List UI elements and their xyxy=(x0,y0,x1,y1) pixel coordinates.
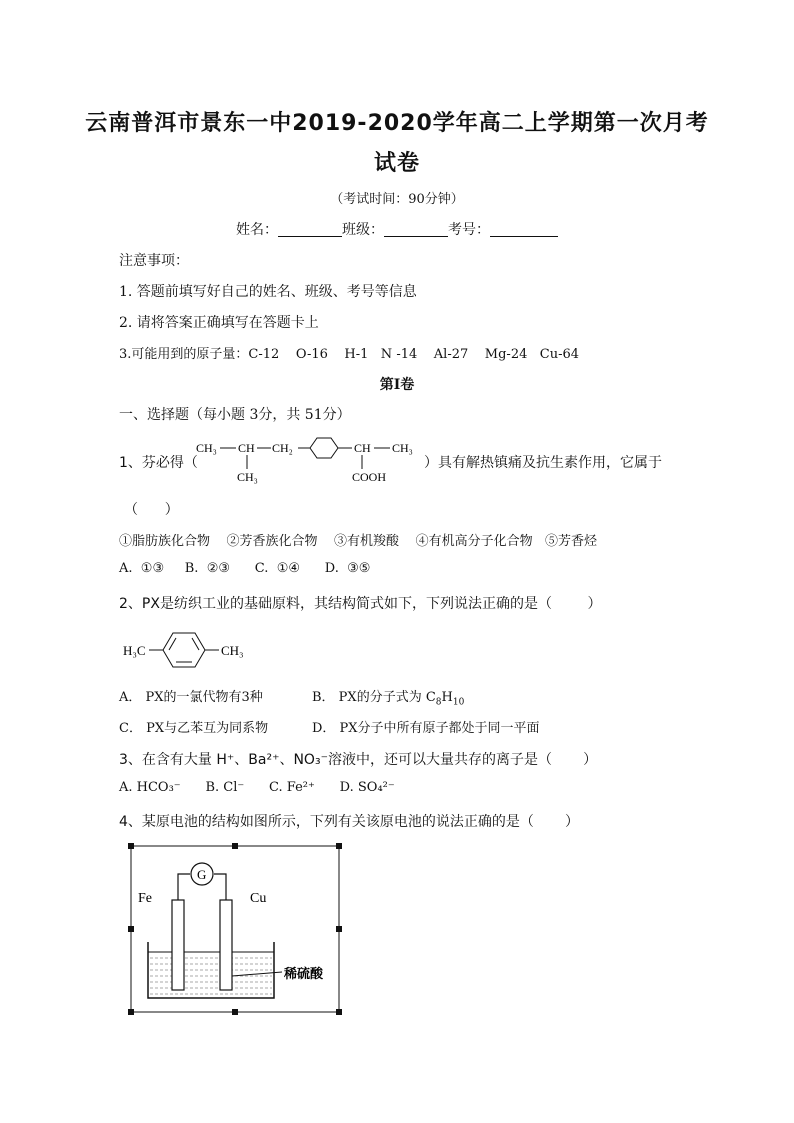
dilute-sulfuric-acid-liquid xyxy=(148,952,274,994)
class-label: 班级： xyxy=(342,222,384,238)
q2-option-b-text: B． PX的分子式为 C xyxy=(312,690,436,705)
q1-suffix: ）具有解热镇痛及抗生素作用，它属于 xyxy=(424,455,662,471)
name-label: 姓名： xyxy=(236,222,278,238)
ch3-group: CH₃ xyxy=(221,643,244,658)
q2-option-a: A． PX的一氯代物有3种 xyxy=(119,690,263,705)
q2-stem: 2、PX是纺织工业的基础原料，其结构简式如下，下列说法正确的是（ ） xyxy=(119,596,602,612)
wire-right xyxy=(214,874,226,900)
cu-electrode xyxy=(220,900,232,990)
solution-label: 稀硫酸 xyxy=(284,967,324,982)
ch2-group: CH₂ xyxy=(272,441,293,455)
benzene-ring-1 xyxy=(310,438,338,458)
ch3-right: CH₃ xyxy=(392,441,413,455)
notes-heading: 注意事项： xyxy=(119,253,189,269)
q1-options: A. ①③ B. ②③ C. ①④ D. ③⑤ xyxy=(119,561,371,576)
number-blank[interactable] xyxy=(490,222,558,237)
ch-right: CH xyxy=(354,441,371,455)
q2-option-b-sub2: 10 xyxy=(452,697,465,708)
q2-option-d: D． PX分子中所有原子都处于同一平面 xyxy=(312,721,540,736)
galvanometer-label: G xyxy=(197,867,207,882)
q2-option-b-h: H xyxy=(441,690,453,705)
q2-option-b-sub1: 8 xyxy=(435,697,442,708)
note-item-3: 3.可能用到的原子量：C-12 O-16 H-1 N -14 Al-27 Mg-24 Cu-64 xyxy=(119,347,580,362)
q2-option-c: C． PX与乙苯互为同系物 xyxy=(119,721,269,736)
wire-left xyxy=(178,874,190,900)
q1-categories: ①脂肪族化合物 ②芳香族化合物 ③有机羧酸 ④有机高分子化合物 ⑤芳香烃 xyxy=(119,534,597,549)
cu-label: Cu xyxy=(250,891,267,906)
q1-prefix: 1、芬必得（ xyxy=(119,455,198,471)
px-structure xyxy=(119,622,259,672)
q3-options: A. HCO₃⁻ B. Cl⁻ C. Fe²⁺ D. SO₄²⁻ xyxy=(119,780,395,795)
q1-answer-paren: （ ） xyxy=(124,502,179,518)
figure-frame xyxy=(131,846,339,1012)
cooh-group: COOH xyxy=(352,470,387,484)
exam-title-line2: 试卷 xyxy=(373,151,420,176)
number-label: 考号： xyxy=(448,222,490,238)
note-item-1: 1. 答题前填写好自己的姓名、班级、考号等信息 xyxy=(119,284,417,300)
fe-label: Fe xyxy=(138,891,152,906)
q3-stem: 3、在含有大量 H⁺、Ba²⁺、NO₃⁻溶液中，还可以大量共存的离子是（ ） xyxy=(119,752,598,768)
q4-stem: 4、某原电池的结构如图所示，下列有关该原电池的说法正确的是（ ） xyxy=(119,814,580,830)
galvanic-cell-figure xyxy=(124,840,348,1016)
fe-electrode xyxy=(172,900,184,990)
exam-title-line1: 云南普洱市景东一中2019-2020学年高二上学期第一次月考 xyxy=(85,111,709,136)
q2-option-b xyxy=(312,686,464,708)
frame-handles xyxy=(128,843,342,1015)
section-heading: 一、选择题（每小题 3分，共 51分） xyxy=(119,407,351,423)
class-blank[interactable] xyxy=(384,222,448,237)
ch3-left: CH₃ xyxy=(196,441,217,455)
exam-time: （考试时间：90分钟） xyxy=(330,192,464,207)
volume-heading: 第Ⅰ卷 xyxy=(379,377,415,393)
note-item-2: 2. 请将答案正确填写在答题卡上 xyxy=(119,315,319,331)
name-blank[interactable] xyxy=(278,222,342,237)
h3c-group: H₃C xyxy=(123,643,146,658)
student-info-row xyxy=(0,219,794,239)
ch3-below: CH₃ xyxy=(237,470,258,484)
ch-center: CH xyxy=(238,441,255,455)
ibuprofen-structure xyxy=(192,436,424,488)
